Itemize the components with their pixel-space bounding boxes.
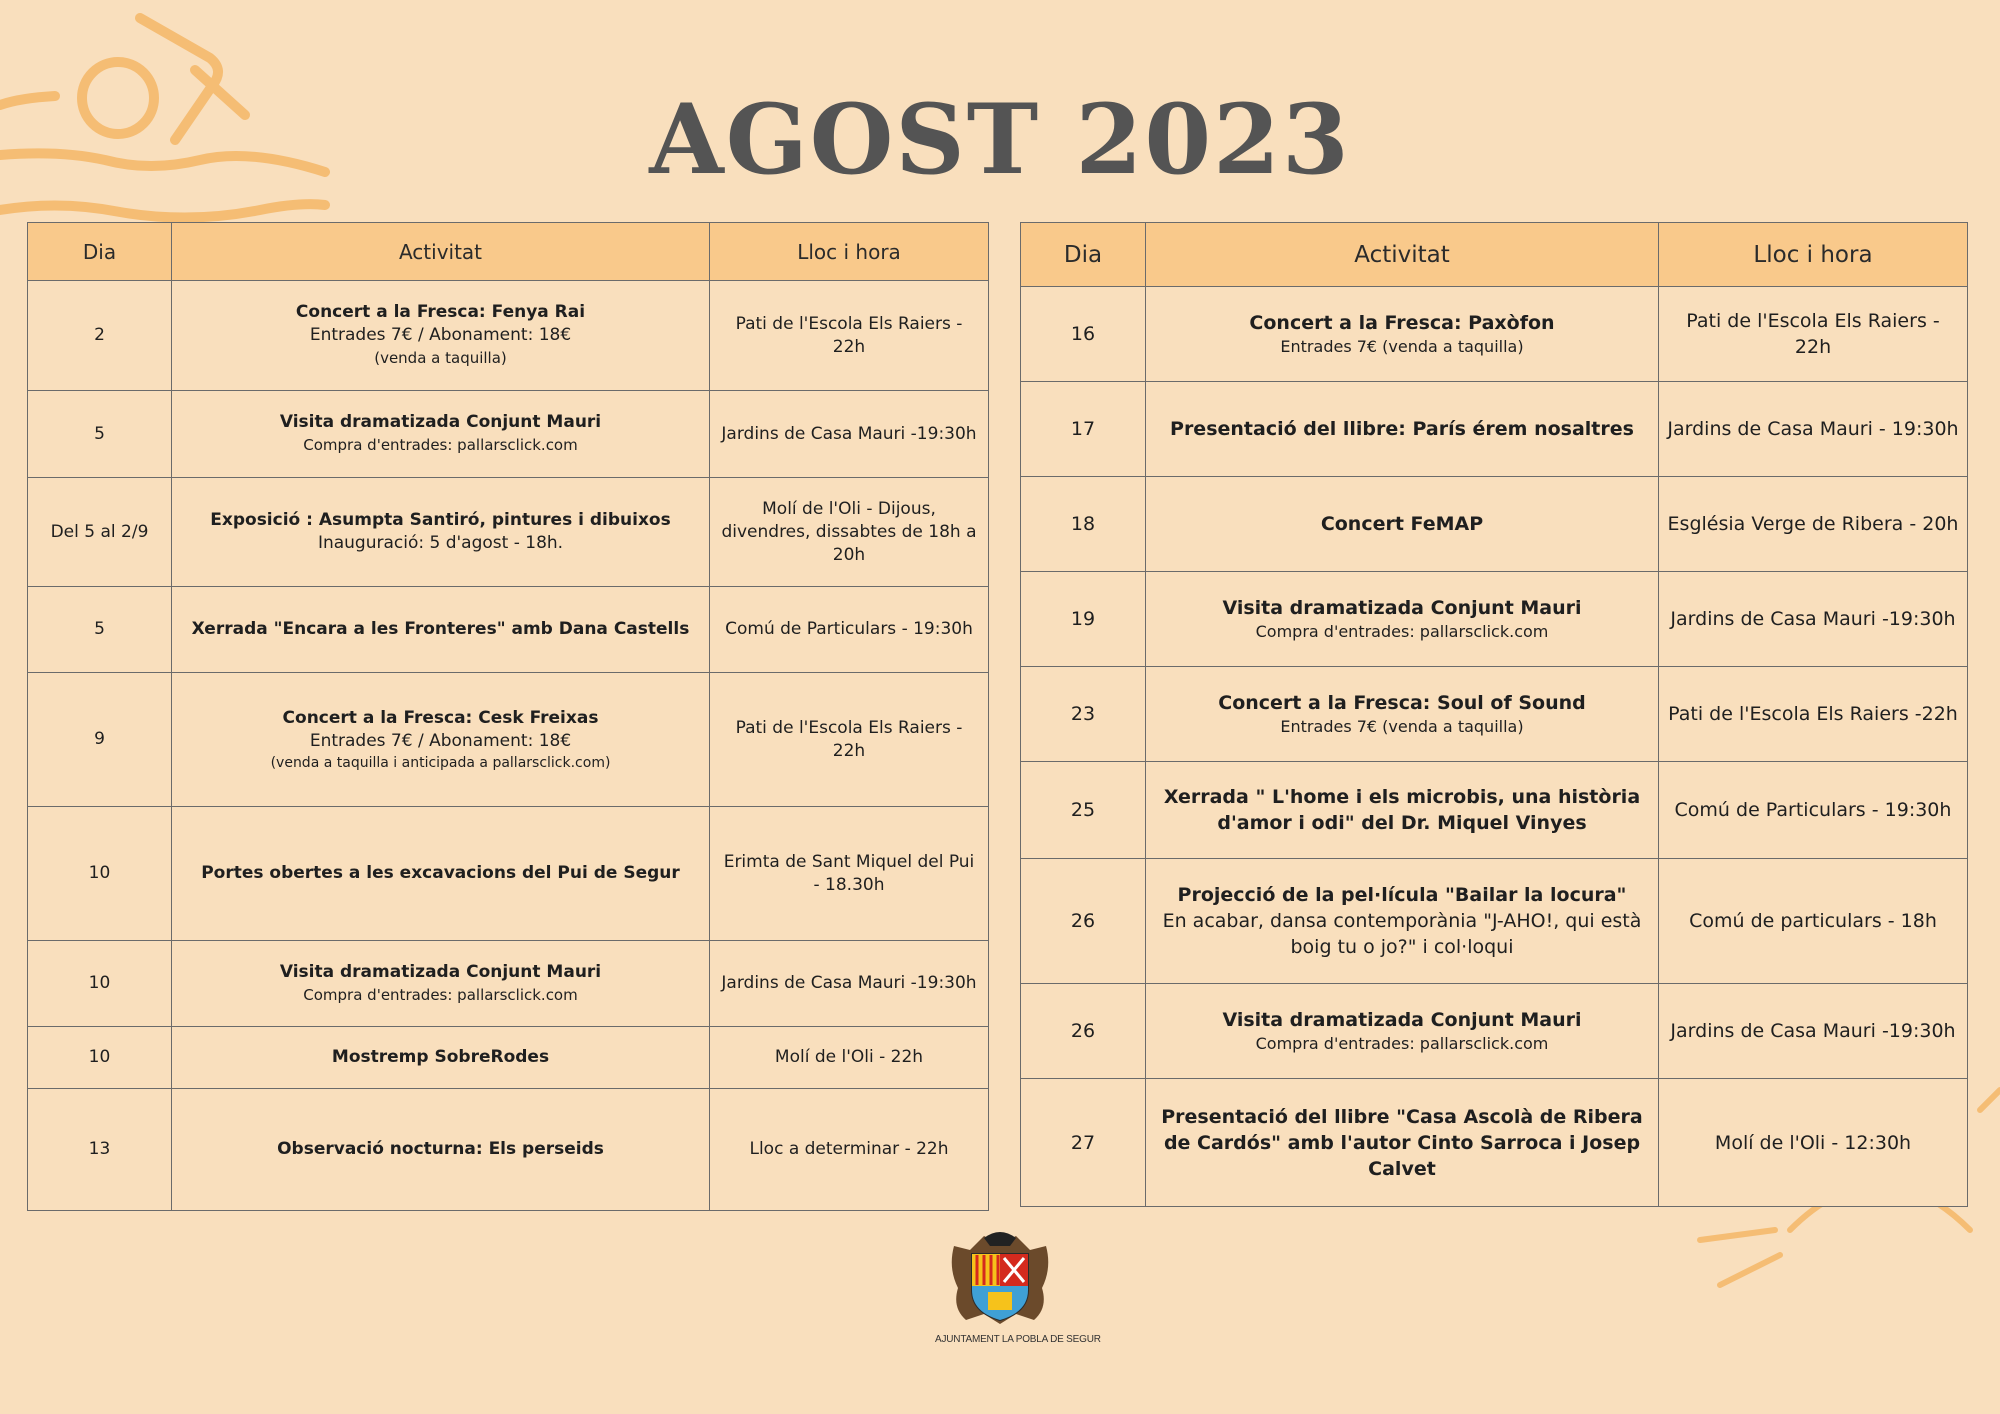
cell-place: Jardins de Casa Mauri -19:30h <box>710 941 989 1027</box>
cell-activity <box>172 1089 710 1211</box>
cell-day: 10 <box>28 941 172 1027</box>
table-row <box>1021 572 1968 667</box>
table-header-row <box>1021 223 1968 287</box>
header-day: Dia <box>28 223 172 281</box>
activity-note: (venda a taquilla i anticipada a pallarsclick.com) <box>270 754 611 771</box>
activity-title: Visita dramatizada Conjunt Mauri <box>1222 1009 1582 1031</box>
table-row <box>28 673 989 807</box>
activity-title: Visita dramatizada Conjunt Mauri <box>279 961 602 982</box>
cell-activity <box>1146 477 1659 572</box>
cell-place: Pati de l'Escola Els Raiers - 22h <box>1659 287 1968 382</box>
cell-activity <box>1146 382 1659 477</box>
cell-place: Pati de l'Escola Els Raiers -22h <box>1659 667 1968 762</box>
activity-title: Projecció de la pel·lícula "Bailar la locura" <box>1177 884 1627 906</box>
table-row <box>1021 1079 1968 1207</box>
table-row <box>1021 287 1968 382</box>
activity-title: Observació nocturna: Els perseids <box>277 1139 604 1159</box>
cell-activity <box>172 1027 710 1089</box>
activity-title: Xerrada "Encara a les Fronteres" amb Dana Castells <box>191 619 690 639</box>
table-row <box>1021 762 1968 859</box>
activity-note: Compra d'entrades: pallarsclick.com <box>1255 622 1549 641</box>
cell-day: 5 <box>28 391 172 478</box>
cell-activity <box>1146 287 1659 382</box>
activity-title: Visita dramatizada Conjunt Mauri <box>1222 597 1582 619</box>
cell-place: Pati de l'Escola Els Raiers - 22h <box>710 673 989 807</box>
table-row <box>1021 859 1968 984</box>
activity-detail: Entrades 7€ / Abonament: 18€ <box>309 730 572 751</box>
table-row <box>28 1027 989 1089</box>
cell-day: 19 <box>1021 572 1146 667</box>
cell-place: Comú de particulars - 18h <box>1659 859 1968 984</box>
cell-place: Jardins de Casa Mauri -19:30h <box>1659 984 1968 1079</box>
activity-note: Compra d'entrades: pallarsclick.com <box>303 436 578 454</box>
table-row <box>28 941 989 1027</box>
activity-title: Presentació del llibre: París érem nosaltres <box>1170 418 1634 440</box>
cell-day: 10 <box>28 1027 172 1089</box>
cell-place: Jardins de Casa Mauri -19:30h <box>710 391 989 478</box>
table-row <box>28 391 989 478</box>
cell-day: 27 <box>1021 1079 1146 1207</box>
header-day: Dia <box>1021 223 1146 287</box>
header-activity: Activitat <box>172 223 710 281</box>
activity-note: (venda a taquilla) <box>374 349 507 367</box>
table-row <box>28 478 989 587</box>
table-row <box>1021 477 1968 572</box>
activity-detail: En acabar, dansa contemporània "J-AHO!, qui està boig tu o jo?" i col·loqui <box>1162 910 1642 958</box>
activity-title: Presentació del llibre "Casa Ascolà de Ribera de Cardós" amb l'autor Cinto Sarroca i Josep Calvet <box>1161 1105 1643 1180</box>
activity-note: Compra d'entrades: pallarsclick.com <box>303 985 578 1004</box>
header-place: Lloc i hora <box>1659 223 1968 287</box>
table-row <box>28 587 989 673</box>
cell-day: 18 <box>1021 477 1146 572</box>
cell-activity <box>1146 859 1659 984</box>
activity-title: Mostremp SobreRodes <box>331 1047 550 1067</box>
cell-place: Església Verge de Ribera - 20h <box>1659 477 1968 572</box>
cell-day: 16 <box>1021 287 1146 382</box>
cell-activity <box>1146 1079 1659 1207</box>
cell-day: Del 5 al 2/9 <box>28 478 172 587</box>
cell-activity <box>172 478 710 587</box>
cell-day: 26 <box>1021 859 1146 984</box>
table-row <box>1021 984 1968 1079</box>
header-place: Lloc i hora <box>710 223 989 281</box>
cell-activity <box>172 673 710 807</box>
activity-title: Concert a la Fresca: Paxòfon <box>1249 312 1555 334</box>
cell-day: 9 <box>28 673 172 807</box>
logo-caption: AJUNTAMENT LA POBLA DE SEGUR <box>935 1334 1101 1345</box>
cell-day: 2 <box>28 281 172 391</box>
cell-activity <box>172 941 710 1027</box>
table-row <box>1021 667 1968 762</box>
cell-activity <box>172 391 710 478</box>
cell-day: 26 <box>1021 984 1146 1079</box>
schedule-table-right <box>1020 222 1968 1207</box>
activity-title: Concert FeMAP <box>1320 513 1484 535</box>
cell-place: Lloc a determinar - 22h <box>710 1089 989 1211</box>
activity-note: Entrades 7€ (venda a taquilla) <box>1280 717 1524 736</box>
activity-title: Exposició : Asumpta Santiró, pintures i dibuixos <box>210 510 671 530</box>
cell-place: Jardins de Casa Mauri -19:30h <box>1659 572 1968 667</box>
activity-title: Portes obertes a les excavacions del Pui de Segur <box>201 863 680 883</box>
cell-place: Comú de Particulars - 19:30h <box>710 587 989 673</box>
activity-note: Entrades 7€ (venda a taquilla) <box>1280 337 1524 356</box>
municipal-logo <box>935 1228 1101 1345</box>
cell-activity <box>1146 667 1659 762</box>
cell-activity <box>172 807 710 941</box>
table-row <box>1021 382 1968 477</box>
cell-day: 10 <box>28 807 172 941</box>
cell-activity <box>172 281 710 391</box>
table-header-row <box>28 223 989 281</box>
header-activity: Activitat <box>1146 223 1659 287</box>
cell-activity <box>1146 572 1659 667</box>
cell-place: Molí de l'Oli - Dijous, divendres, dissabtes de 18h a 20h <box>710 478 989 587</box>
schedule-table-left <box>27 222 989 1211</box>
activity-title: Concert a la Fresca: Soul of Sound <box>1218 692 1586 714</box>
cell-activity <box>172 587 710 673</box>
activity-title: Concert a la Fresca: Cesk Freixas <box>282 707 599 728</box>
cell-place: Molí de l'Oli - 12:30h <box>1659 1079 1968 1207</box>
cell-day: 17 <box>1021 382 1146 477</box>
activity-title: Visita dramatizada Conjunt Mauri <box>279 412 602 432</box>
cell-day: 25 <box>1021 762 1146 859</box>
cell-place: Erimta de Sant Miquel del Pui - 18.30h <box>710 807 989 941</box>
table-row <box>28 807 989 941</box>
cell-place: Molí de l'Oli - 22h <box>710 1027 989 1089</box>
activity-title: Concert a la Fresca: Fenya Rai <box>295 302 586 322</box>
table-row <box>28 1089 989 1211</box>
coat-of-arms-icon <box>944 1228 1056 1328</box>
cell-place: Jardins de Casa Mauri - 19:30h <box>1659 382 1968 477</box>
page-title: AGOST 2023 <box>649 83 1351 196</box>
cell-day: 5 <box>28 587 172 673</box>
cell-day: 13 <box>28 1089 172 1211</box>
activity-title: Xerrada " L'home i els microbis, una història d'amor i odi" del Dr. Miquel Vinyes <box>1163 786 1641 834</box>
cell-activity <box>1146 984 1659 1079</box>
cell-activity <box>1146 762 1659 859</box>
activity-detail: Entrades 7€ / Abonament: 18€ <box>309 325 572 345</box>
table-row <box>28 281 989 391</box>
activity-detail: Inauguració: 5 d'agost - 18h. <box>317 533 564 553</box>
cell-place: Comú de Particulars - 19:30h <box>1659 762 1968 859</box>
activity-note: Compra d'entrades: pallarsclick.com <box>1255 1034 1549 1053</box>
cell-day: 23 <box>1021 667 1146 762</box>
cell-place: Pati de l'Escola Els Raiers - 22h <box>710 281 989 391</box>
